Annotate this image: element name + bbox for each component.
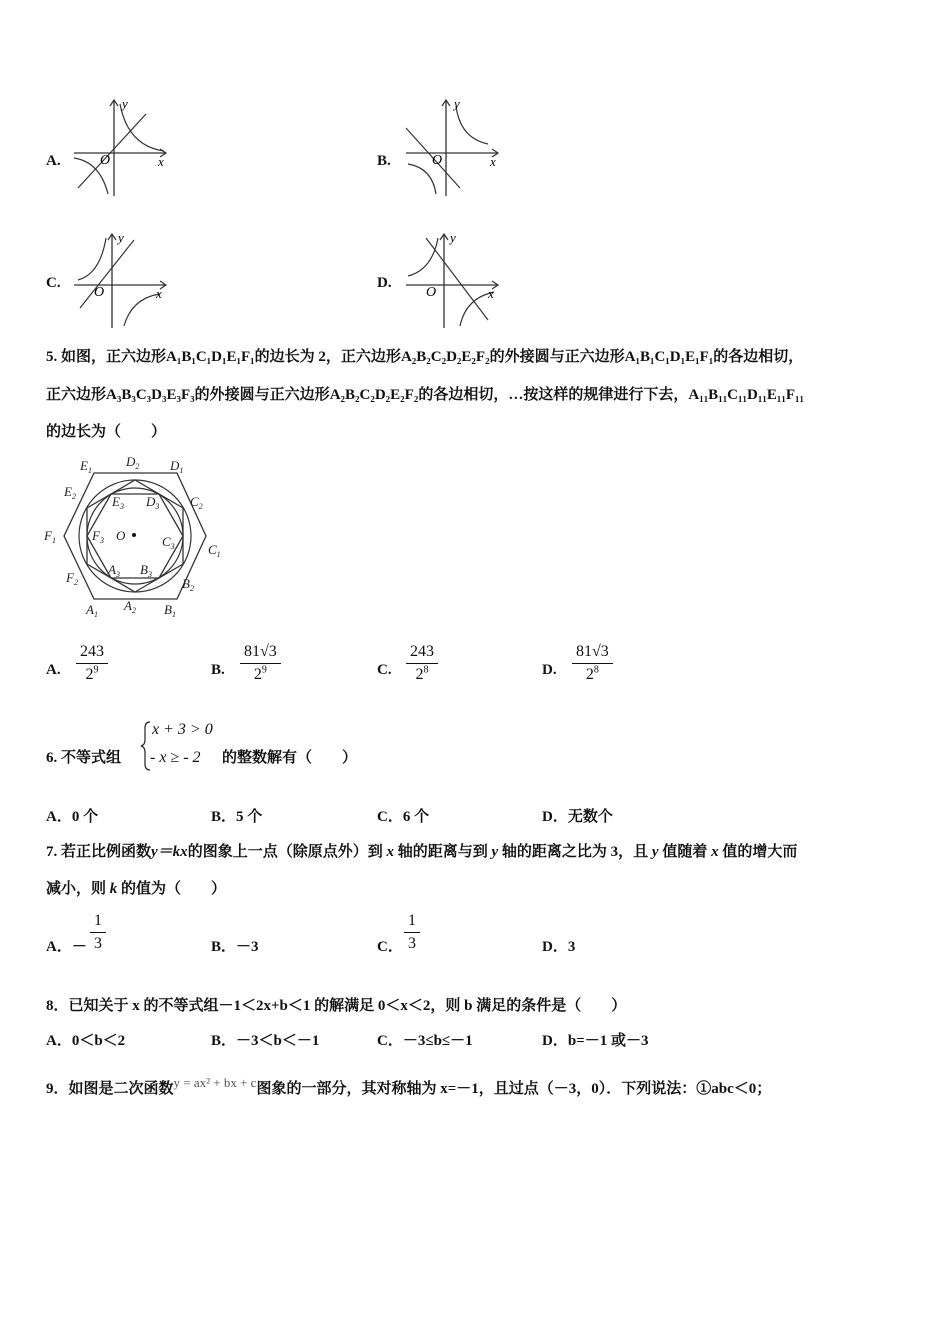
label-a3: $A_3$ <box>108 562 120 579</box>
origin-label: O <box>94 285 105 300</box>
axis-x-label: x <box>490 154 496 169</box>
axis-x-label: x <box>158 154 164 169</box>
label-a1: $A_1$ <box>86 602 98 619</box>
q8-text: 8．已知关于 x 的不等式组－1＜2x+b＜1 的解满足 0＜x＜2，则 b 满足的条件是（ ） <box>46 998 627 1014</box>
option-b-label: B. <box>377 153 391 169</box>
q5-option-a-fraction: $\frac{243}{2^9}$ <box>76 644 108 683</box>
graph-a <box>70 96 170 198</box>
q7-line2: 减小，则 k 的值为（ ） <box>46 881 227 897</box>
q6-option-c: C．6 个 <box>377 809 430 825</box>
label-c1: $C_1$ <box>208 542 221 559</box>
q7-line1: 7. 若正比例函数y＝kx的图象上一点（除原点外）到 x 轴的距离与到 y 轴的距离之比为 3，且 y 值随着 x 值的增大而 <box>46 844 798 860</box>
label-b2: $B_2$ <box>182 576 194 593</box>
label-e1: $E_1$ <box>80 458 92 475</box>
label-a2: $A_2$ <box>124 598 136 615</box>
q6-option-b: B．5 个 <box>211 809 263 825</box>
label-e2: $E_2$ <box>64 484 76 501</box>
label-b1: $B_1$ <box>164 602 176 619</box>
origin-label: O <box>432 153 443 168</box>
q5-option-b-fraction: $\frac{81√3}{2^9}$ <box>240 644 281 683</box>
q6-prefix: 6. 不等式组 <box>46 750 122 766</box>
label-e3: $E_3$ <box>112 494 124 511</box>
graph-c <box>70 230 170 330</box>
q5-option-c-label: C. <box>377 662 392 678</box>
q8-option-d: D．b=－1 或－3 <box>542 1033 649 1049</box>
label-d3: $D_3$ <box>146 494 160 511</box>
q6-option-a: A．0 个 <box>46 809 99 825</box>
label-d1: $D_1$ <box>170 458 184 475</box>
q7-option-d: D．3 <box>542 939 576 955</box>
q5-option-d-fraction: $\frac{81√3}{2^8}$ <box>572 644 613 683</box>
hexagon-figure <box>42 452 226 620</box>
label-c3: $C_3$ <box>162 534 175 551</box>
q5-option-b-label: B. <box>211 662 225 678</box>
q6-inequality-2: - x ≥ - 2 <box>150 749 201 766</box>
label-b3: $B_3$ <box>140 562 152 579</box>
q5-line3: 的边长为（ ） <box>46 424 167 440</box>
q6-inequality-1: x + 3 > 0 <box>152 721 213 738</box>
origin-label: O <box>426 285 437 300</box>
q6-option-d: D．无数个 <box>542 809 613 825</box>
q5-line2: 正六边形A₃B₃C₃D₃E₃F₃的外接圆与正六边形A₂B₂C₂D₂E₂F₂的各边相切，…按这样的规律进行下去，A₁₁B₁₁C₁₁D₁₁E₁₁F₁₁ <box>46 387 804 403</box>
label-c2: $C_2$ <box>190 494 203 511</box>
q7-option-c-fraction: $\frac{1}{3}$ <box>404 913 420 952</box>
q5-option-d-label: D. <box>542 662 557 678</box>
q6-suffix: 的整数解有（ ） <box>222 750 358 766</box>
q7-option-a-label: A．－ <box>46 939 87 955</box>
label-f1: $F_1$ <box>44 528 56 545</box>
axis-x-label: x <box>156 286 162 301</box>
q5-option-c-fraction: $\frac{243}{2^8}$ <box>406 644 438 683</box>
q9-formula: y = ax² + bx + c <box>173 1075 257 1090</box>
axis-y-label: y <box>454 96 460 111</box>
label-o: O <box>116 528 126 543</box>
option-c-label: C. <box>46 275 61 291</box>
q7-option-b: B．－3 <box>211 939 259 955</box>
axis-x-label: x <box>488 286 494 301</box>
axis-y-label: y <box>450 230 456 245</box>
axis-y-label: y <box>118 230 124 245</box>
origin-label: O <box>100 153 111 168</box>
q7-option-a-fraction: $\frac{1}{3}$ <box>90 913 106 952</box>
q5-option-a-label: A. <box>46 662 61 678</box>
q5-line1: 5. 如图，正六边形A₁B₁C₁D₁E₁F₁的边长为 2，正六边形A₂B₂C₂D₂E₂F₂的外接圆与正六边形A₁B₁C₁D₁E₁F₁的各边相切， <box>46 349 804 365</box>
label-f2: $F_2$ <box>66 570 78 587</box>
label-d2: $D_2$ <box>126 454 140 471</box>
option-a-label: A. <box>46 153 61 169</box>
axis-y-label: y <box>122 96 128 111</box>
q9-text: 9．如图是二次函数y = ax² + bx + c图象的一部分，其对称轴为 x=－1，且过点（－3，0）．下列说法：①abc＜0； <box>46 1075 772 1097</box>
option-d-label: D. <box>377 275 392 291</box>
q8-option-a: A．0＜b＜2 <box>46 1033 126 1049</box>
graph-d <box>402 230 502 330</box>
q7-option-c-label: C． <box>377 939 403 955</box>
q8-option-b: B．－3＜b＜－1 <box>211 1033 320 1049</box>
q8-option-c: C．－3≤b≤－1 <box>377 1033 473 1049</box>
label-f3: $F_3$ <box>92 528 104 545</box>
graph-b <box>402 96 502 198</box>
